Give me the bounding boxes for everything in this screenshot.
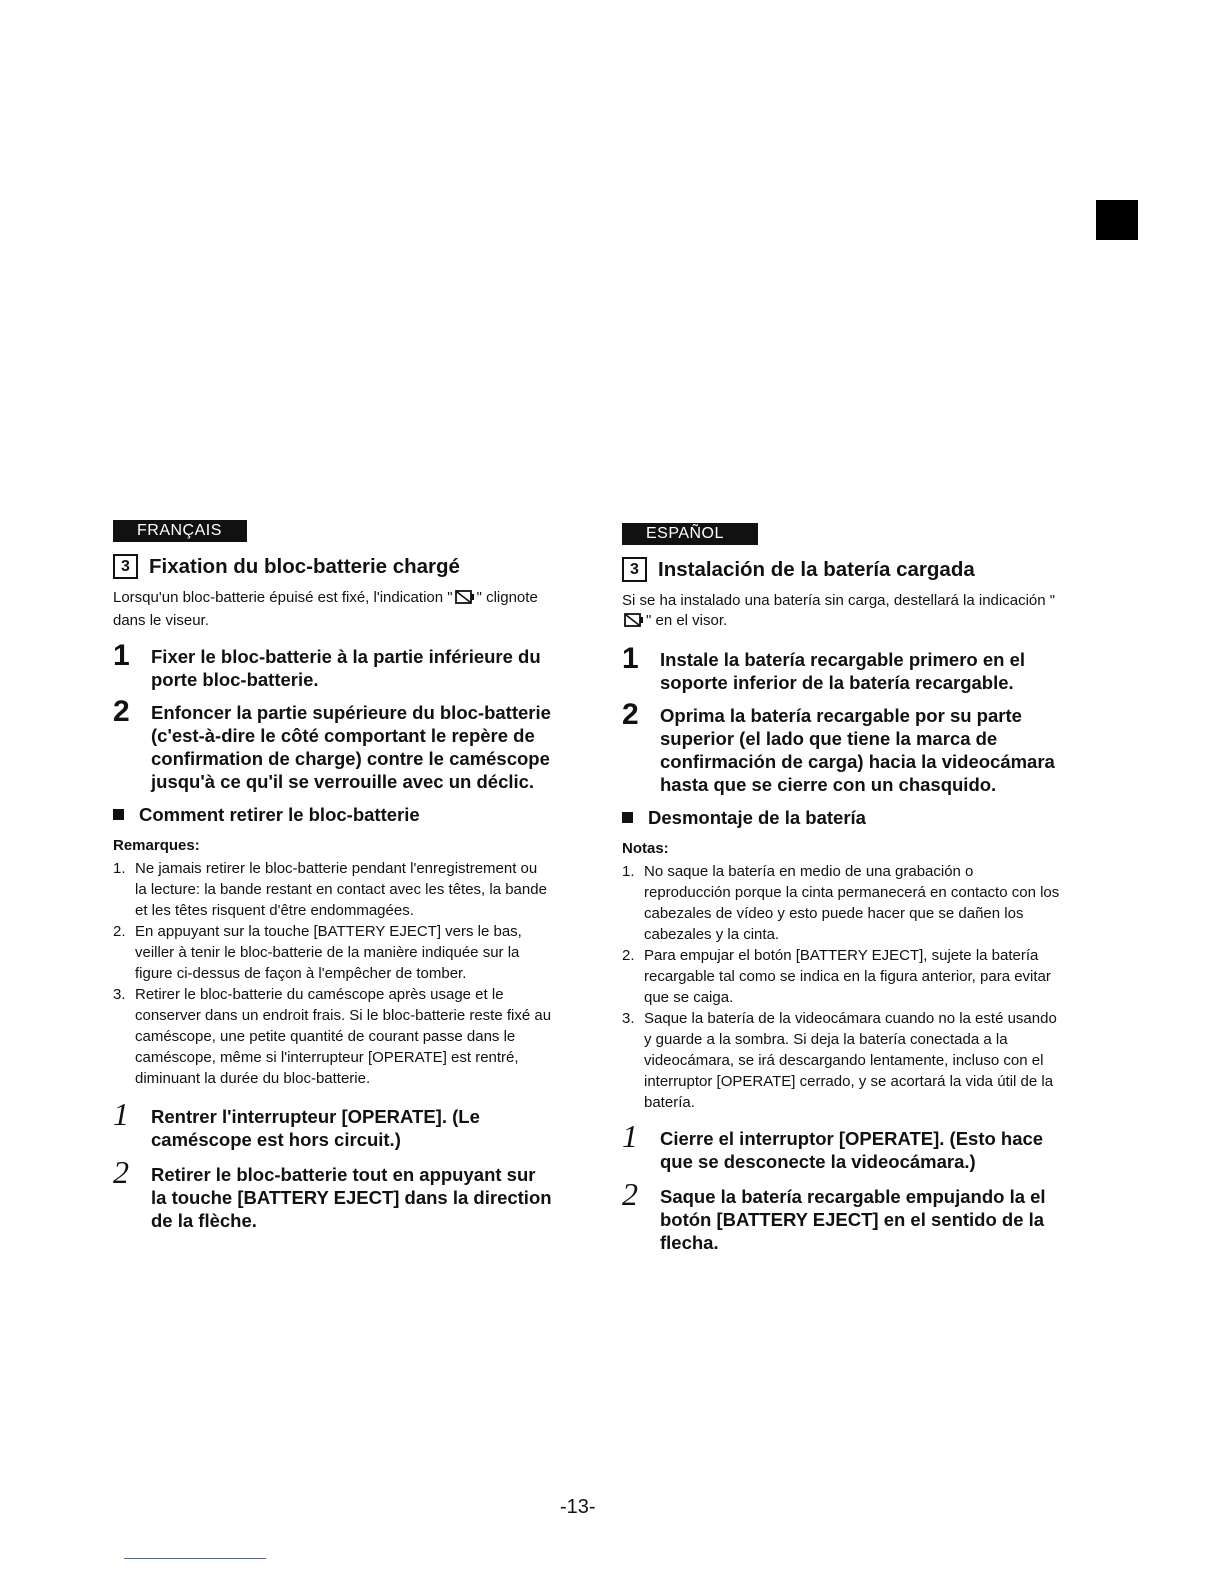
section-title: Instalación de la batería cargada xyxy=(658,557,975,581)
remove-step-1 xyxy=(113,1096,553,1151)
spanish-column xyxy=(622,523,1062,1254)
note-item: 3. Retirer le bloc-batterie du caméscope après usage et le conserver dans un endroit frais. Si le bloc-batterie reste fixé au caméscope, une petite quantité de courant passe dans le caméscope, même si l'interrupteur [OPERATE] est rentré, diminuant la durée du bloc-batterie. xyxy=(113,986,552,1087)
step-1 xyxy=(622,642,1062,694)
step-text: Fixer le bloc-batterie à la partie inférieure du porte bloc-batterie. xyxy=(151,646,541,690)
step-text: Saque la batería recargable empujando la el botón [BATTERY EJECT] en el sentido de la flecha. xyxy=(660,1186,1046,1253)
section-number-box: 3 xyxy=(113,554,138,579)
step-number: 2 xyxy=(622,1176,638,1212)
intro-paragraph: Si se ha instalado una batería sin carga, destellará la indicación "" en el visor. xyxy=(622,591,1062,634)
step-1 xyxy=(113,639,553,691)
language-tag-french: FRANÇAIS xyxy=(113,520,247,542)
section-title: Fixation du bloc-batterie chargé xyxy=(149,554,460,578)
subheading-text: Desmontaje de la batería xyxy=(648,807,866,828)
note-item: 1. Ne jamais retirer le bloc-batterie pendant l'enregistrement ou la lecture: la bande restant en contact avec les têtes, la bande et les têtes risquent d'être endommagées. xyxy=(113,860,547,919)
step-number: 1 xyxy=(113,1096,129,1132)
note-item: 2. En appuyant sur la touche [BATTERY EJECT] vers le bas, veiller à tenir le bloc-batterie de la manière indiquée sur la figure ci-dessus de façon à l'empêcher de tomber. xyxy=(113,923,522,982)
battery-low-indicator-icon xyxy=(454,589,476,611)
footer-rule xyxy=(124,1558,266,1559)
subheading-remove xyxy=(113,803,553,826)
notes-label: Notas: xyxy=(622,840,669,857)
section-heading-spanish xyxy=(622,557,1062,582)
page-number: -13- xyxy=(560,1496,596,1518)
notes-label: Remarques: xyxy=(113,837,200,854)
note-item: 1. No saque la batería en medio de una grabación o reproducción porque la cinta permanecerá en contacto con los cabezales de vídeo y esto puede hacer que se dañen los cabezales y la cinta. xyxy=(622,863,1060,943)
step-2 xyxy=(113,695,553,793)
section-number-box: 3 xyxy=(622,557,647,582)
subheading-remove xyxy=(622,806,1062,829)
bullet-square-icon xyxy=(622,812,633,823)
step-number: 1 xyxy=(622,642,639,675)
subheading-text: Comment retirer le bloc-batterie xyxy=(139,804,420,825)
step-number: 1 xyxy=(622,1118,638,1154)
step-number: 2 xyxy=(113,1154,129,1190)
notes-list xyxy=(622,861,1062,1113)
intro-paragraph: Lorsqu'un bloc-batterie épuisé est fixé, l'indication " " clignote dans le viseur. xyxy=(113,589,538,629)
note-item: 3. Saque la batería de la videocámara cuando no la esté usando y guarde a la sombra. Si deja la batería conectada a la videocámara, se irá descargando lentamente, incluso con el interruptor [OPERATE] cerrado, y se acortará la vida útil de la batería. xyxy=(622,1010,1057,1111)
step-text: Instale la batería recargable primero en el soporte inferior de la batería recargable. xyxy=(660,649,1026,693)
step-number: 2 xyxy=(622,698,639,731)
edge-tab-marker xyxy=(1096,200,1138,240)
step-text: Rentrer l'interrupteur [OPERATE]. (Le caméscope est hors circuit.) xyxy=(151,1106,480,1150)
section-heading-french xyxy=(113,554,553,579)
step-2 xyxy=(622,698,1062,796)
step-number: 1 xyxy=(113,639,130,672)
language-tag-spanish: ESPAÑOL xyxy=(622,523,758,545)
step-text: Retirer le bloc-batterie tout en appuyant sur la touche [BATTERY EJECT] dans la direction de la flèche. xyxy=(151,1164,552,1231)
french-column xyxy=(113,520,553,1232)
notes-list xyxy=(113,858,553,1089)
step-text: Oprima la batería recargable por su parte superior (el lado que tiene la marca de confirmación de carga) hacia la videocámara hasta que se cierre con un chasquido. xyxy=(660,705,1055,795)
battery-low-indicator-icon xyxy=(623,612,645,634)
remove-step-2 xyxy=(622,1176,1062,1254)
remove-step-2 xyxy=(113,1154,553,1232)
step-text: Enfoncer la partie supérieure du bloc-batterie (c'est-à-dire le côté comportant le repère de confirmation de charge) contre le caméscope jusqu'à ce qu'il se verrouille avec un déclic. xyxy=(151,702,551,792)
note-item: 2. Para empujar el botón [BATTERY EJECT], sujete la batería recargable tal como se indica en la figura anterior, para evitar que se caiga. xyxy=(622,947,1051,1006)
remove-step-1 xyxy=(622,1118,1062,1173)
step-number: 2 xyxy=(113,695,130,728)
bullet-square-icon xyxy=(113,809,124,820)
step-text: Cierre el interruptor [OPERATE]. (Esto hace que se desconecte la videocámara.) xyxy=(660,1128,1044,1172)
